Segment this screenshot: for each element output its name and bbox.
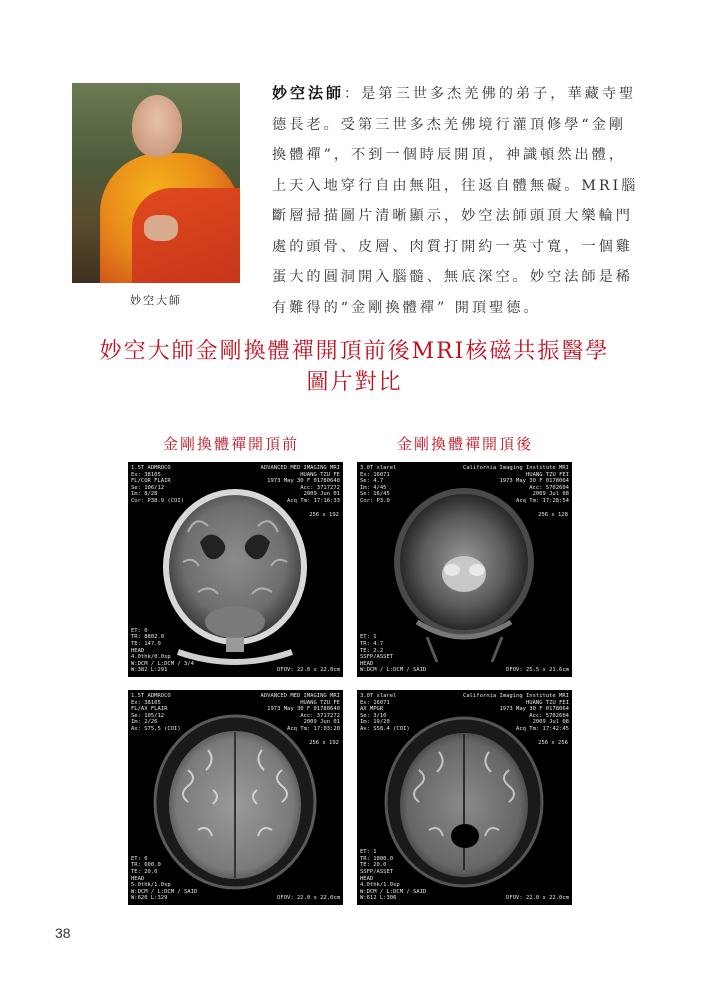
bio-text: ：是第三世多杰羌佛的弟子，華藏寺聖德長老。受第三世多杰羌佛境行灌頂修學“金剛換體禪”，不到一個時辰開頂，神識頓然出體，上天入地穿行自由無阻，往返自體無礙。MRI腦斷層掃描圖片清晰顯示，妙空法師頭頂大樂輪門處的頭骨、皮層、肉質打開約一英寸寬，一個雞蛋大的圓洞開入腦髓、無底深空。妙空法師是稀有難得的“金剛換體禪” 開頂聖德。 — [272, 86, 639, 316]
heading-line-2: 圖片對比 — [306, 370, 403, 395]
label-after: 金剛換體禪開頂後 — [397, 435, 534, 453]
scan-meta-bottom-left: ET: 1 TR: 4.7 TE: 2.2 SSFP/ASSET HEAD W:DCM / L:DCM / SAID — [360, 634, 427, 674]
portrait-caption: 妙空大師 — [130, 294, 182, 307]
scan-matrix: 256 x 192 — [309, 740, 339, 746]
scan-meta-bottom-left: ET: 1 TR: 1000.0 TE: 20.0 SSFP/ASSET HEAD 4.0thk/1.0sp W:DCM / L:DCM / SAID W:612 L:306 — [360, 849, 427, 902]
scan-matrix: 256 x 192 — [309, 512, 339, 518]
portrait-photo — [72, 83, 240, 283]
scan-meta-top-left: 1.5T ADMROCO Ex: 38105 FL/AX FLAIR Se: 105/12 Im: 2/26 Ax: S75.5 (COI) — [131, 693, 181, 732]
scan-matrix: 256 x 256 — [538, 740, 568, 746]
scan-meta-top-right: ADVANCED MED IMAGING MRI HUANG TZU FE 1973 May 30 F 01780640 Acc: 3717272 2009 Jun 01 Acq Tm: 17:03:20 — [260, 693, 340, 732]
page-number: 38 — [55, 925, 71, 941]
scan-meta-top-left: 3.0T xlarel Ex: 16071 Se: 4.7 Im: 4/45 Se: 16/45 Cor: P3.0 — [360, 465, 397, 504]
label-before: 金剛換體禪開頂前 — [163, 435, 300, 453]
mri-after-axial — [357, 690, 572, 905]
scan-meta-top-left: 3.0T xlarel Ex: 16071 AX MPGR Se: 3/10 Im: 19/20 Ax: S58.4 (COI) — [360, 693, 410, 732]
scan-meta-top-right: ADVANCED MED IMAGING MRI HUANG TZU FE 1973 May 30 F 01780640 Acc: 3717272 2009 Jun 01 Acq Tm: 17:16:33 — [260, 465, 340, 504]
bio-name: 妙空法師 — [272, 84, 345, 102]
page-heading — [40, 336, 669, 398]
scan-meta-bottom-right: DFOV: 22.0 x 22.0cm — [277, 895, 340, 902]
scan-meta-bottom-right: DFOV: 22.0 x 22.0cm — [277, 667, 340, 674]
scan-meta-top-right: California Imaging Institute MRI HUANG TZU FEI 1973 May 30 F 0178064 Acc: 5702604 2009 Jul 08 Acq Tm: 17:42:45 — [463, 693, 569, 732]
head-shape — [132, 95, 182, 157]
bio-paragraph — [272, 78, 642, 323]
scan-meta-bottom-left: ET: 0 TR: 8802.0 TE: 147.0 HEAD 4.0thk/0.0sp W:DCM / L:DCM / 3/4 W:382 L:291 — [131, 627, 194, 674]
scan-meta-bottom-right: DFOV: 25.5 x 21.6cm — [506, 667, 569, 674]
hands-shape — [144, 215, 178, 241]
scan-meta-top-right: California Imaging Institute MRI HUANG TZU FEI 1973 May 30 F 0178064 Acc: 5702604 2009 Jul 08 Acq Tm: 17:28:54 — [463, 465, 569, 504]
heading-line-1: 妙空大師金剛換體禪開頂前後MRI核磁共振醫學 — [99, 339, 610, 364]
scan-matrix: 256 x 128 — [538, 512, 568, 518]
mri-after-coronal — [357, 462, 572, 677]
mri-before-coronal — [128, 462, 343, 677]
scan-meta-top-left: 1.5T ADMROCO Ex: 38105 FL/COR FLAIR Se: 106/12 Im: 8/28 Cor: P38.9 (COI) — [131, 465, 184, 504]
mri-before-axial — [128, 690, 343, 905]
scan-meta-bottom-left: ET: 0 TR: 600.0 TE: 20.0 HEAD 5.0thk/1.0sp W:DCM / L:DCM / SAID W:620 L:329 — [131, 855, 198, 902]
scan-meta-bottom-right: DFOV: 22.0 x 22.0cm — [506, 895, 569, 902]
